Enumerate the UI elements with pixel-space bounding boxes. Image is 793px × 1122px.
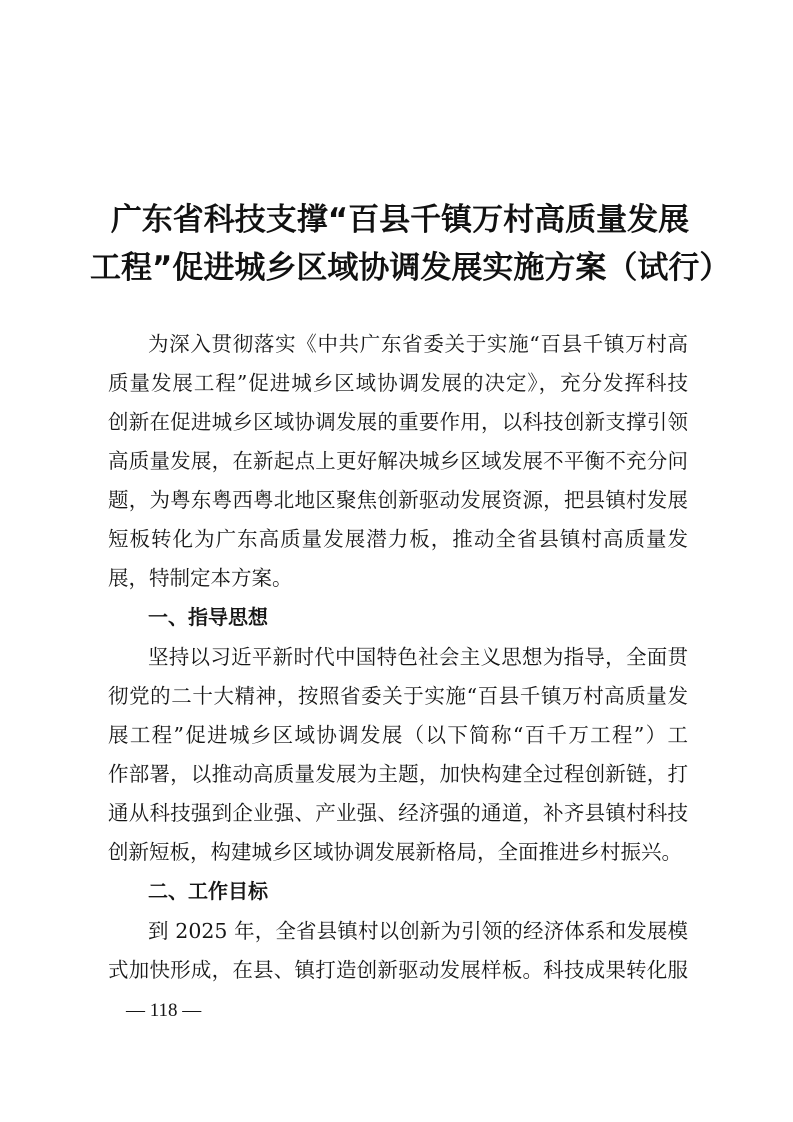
section-1-line-1: 坚持以习近平新时代中国特色社会主义思想为指导，全面贯 xyxy=(148,645,688,669)
section-1-line-4: 作部署，以推动高质量发展为主题，加快构建全过程创新链，打 xyxy=(108,762,688,786)
intro-line-2: 质量发展工程”促进城乡区域协调发展的决定》，充分发挥科技 xyxy=(108,371,688,395)
section-1-line-6: 创新短板，构建城乡区域协调发展新格局，全面推进乡村振兴。 xyxy=(108,840,682,864)
intro-line-1: 为深入贯彻落实《中共广东省委关于实施“百县千镇万村高 xyxy=(148,332,688,356)
intro-line-6: 短板转化为广东高质量发展潜力板，推动全省县镇村高质量发 xyxy=(108,527,688,551)
section-heading-guiding-thought: 一、指导思想 xyxy=(148,605,268,629)
section-1-line-3: 展工程”促进城乡区域协调发展（以下简称“百千万工程”）工 xyxy=(108,723,688,747)
intro-line-7: 展，特制定本方案。 xyxy=(108,566,293,590)
intro-line-4: 高质量发展，在新起点上更好解决城乡区域发展不平衡不充分问 xyxy=(108,449,688,473)
section-2-line-2: 式加快形成，在县、镇打造创新驱动发展样板。科技成果转化服 xyxy=(108,958,688,982)
section-1-line-5: 通从科技强到企业强、产业强、经济强的通道，补齐县镇村科技 xyxy=(108,801,688,825)
section-1-line-2: 彻党的二十大精神，按照省委关于实施“百县千镇万村高质量发 xyxy=(108,684,688,708)
document-title-line-2: 工程”促进城乡区域协调发展实施方案（试行） xyxy=(90,250,731,286)
document-title-line-1: 广东省科技支撑“百县千镇万村高质量发展 xyxy=(110,202,690,238)
section-heading-work-goals: 二、工作目标 xyxy=(148,879,268,903)
page-number: — 118 — xyxy=(126,1000,202,1021)
intro-line-5: 题，为粤东粤西粤北地区聚焦创新驱动发展资源，把县镇村发展 xyxy=(108,488,688,512)
section-2-line-1: 到 2025 年，全省县镇村以创新为引领的经济体系和发展模 xyxy=(148,919,688,943)
intro-line-3: 创新在促进城乡区域协调发展的重要作用，以科技创新支撑引领 xyxy=(108,410,688,434)
